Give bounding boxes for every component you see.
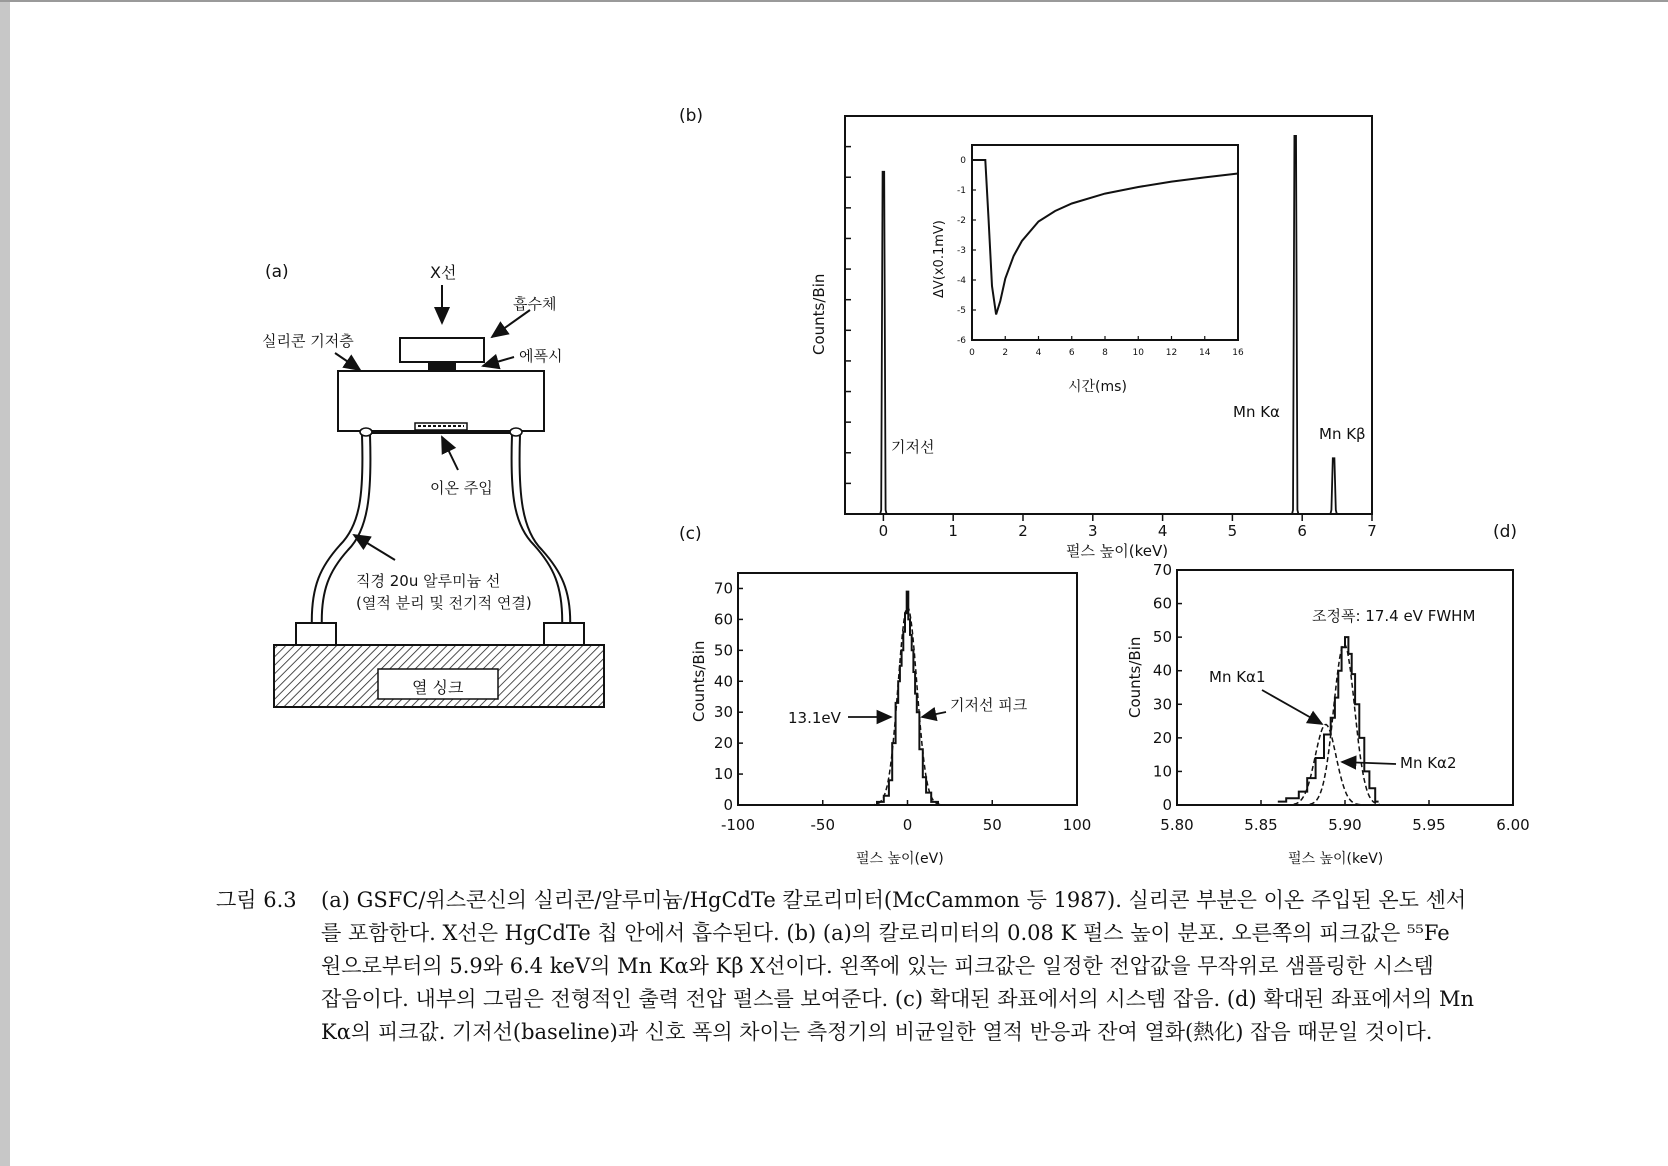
- inset-frame: [972, 145, 1238, 340]
- ka2-arrow: [1342, 762, 1396, 764]
- panel-c-y-tick-label: 10: [713, 765, 733, 784]
- panel-c-fit: [870, 607, 945, 805]
- fwhm-label: 13.1eV: [788, 709, 841, 727]
- panel-b-x-tick-label: 0: [878, 522, 889, 540]
- panel-d-chart: [1120, 560, 1530, 850]
- inset-y-tick-label: -1: [957, 186, 966, 196]
- absorber-block: [400, 338, 484, 362]
- xray-label: X선: [430, 263, 457, 282]
- panel-b-y-label: Counts/Bin: [810, 273, 828, 355]
- inset-x-tick-label: 14: [1199, 348, 1211, 358]
- panel-c-y-tick-label: 50: [713, 641, 733, 660]
- panel-d-y-tick-label: 70: [1152, 561, 1172, 579]
- absorber-arrow: [492, 310, 530, 337]
- panel-c-chart: [690, 560, 1110, 850]
- resolution-label: 조정폭: 17.4 eV FWHM: [1312, 607, 1476, 625]
- window-top-border: [0, 0, 1668, 2]
- panel-b-label: (b): [679, 106, 704, 126]
- panel-b-x-tick-label: 3: [1088, 522, 1098, 540]
- panel-d-x-tick-label: 5.90: [1328, 816, 1362, 834]
- panel-c-x-tick-label: -50: [810, 816, 835, 834]
- mn-ka-label: Mn Kα: [1233, 403, 1280, 421]
- wire-arrow: [354, 535, 395, 560]
- inset-y-tick-label: -4: [957, 276, 966, 286]
- panel-c-histogram: [874, 592, 942, 805]
- caption-line-4: 잡음이다. 내부의 그림은 전형적인 출력 전압 펄스를 보여준다. (c) 확대된 좌표에서의 시스템 잡음. (d) 확대된 좌표에서의 Mn: [321, 987, 1474, 1011]
- inset-y-tick-label: 0: [960, 156, 966, 166]
- baseline-peak-label: 기저선 피크: [950, 696, 1028, 714]
- inset-x-tick-label: 2: [1002, 348, 1009, 358]
- panel-d-x-tick-label: 5.95: [1412, 816, 1446, 834]
- panel-d-histogram: [1278, 637, 1379, 802]
- panel-b-chart: [790, 110, 1430, 570]
- panel-b-x-tick-label: 7: [1367, 522, 1377, 540]
- panel-b-x-tick-label: 5: [1227, 522, 1238, 540]
- panel-c-y-tick-label: 20: [713, 734, 733, 753]
- panel-d-x-tick-label: 5.85: [1244, 816, 1278, 834]
- panel-d-fit-ka1: [1278, 644, 1403, 805]
- wire-left: [312, 435, 363, 630]
- caption-line-2: 를 포함한다. X선은 HgCdTe 칩 안에서 흡수된다. (b) (a)의 칼로리미터의 0.08 K 펄스 높이 분포. 오른쪽의 피크값은 ⁵⁵Fe: [321, 921, 1450, 945]
- panel-c-ticks: [714, 579, 1091, 834]
- panel-d-y-tick-label: 60: [1152, 594, 1172, 613]
- caption-line-1: (a) GSFC/위스콘신의 실리콘/알루미늄/HgCdTe 칼로리미터(McCammon 등 1987). 실리콘 부분은 이온 주입된 온도 센서: [321, 888, 1467, 912]
- panel-a-label: (a): [265, 262, 289, 282]
- panel-b-x-tick-label: 6: [1297, 522, 1307, 540]
- inset-y-tick-label: -5: [957, 306, 966, 316]
- epoxy-label: 에폭시: [519, 347, 563, 365]
- panel-c-x-tick-label: 100: [1062, 816, 1092, 834]
- inset-x-tick-label: 10: [1132, 348, 1144, 358]
- inset-x-tick-label: 4: [1035, 348, 1042, 358]
- panel-c-y-tick-label: 0: [723, 796, 733, 814]
- panel-b-x-tick-label: 4: [1157, 522, 1168, 540]
- inset-y-tick-label: -6: [957, 336, 966, 346]
- inset-x-tick-label: 0: [969, 348, 975, 358]
- panel-d-x-tick-label: 6.00: [1496, 816, 1530, 834]
- heat-sink-label: 열 싱크: [412, 678, 464, 697]
- panel-b-x-tick-label: 2: [1018, 522, 1028, 540]
- panel-b-peak-1: [1292, 136, 1298, 514]
- caption-line-5: Kα의 피크값. 기저선(baseline)과 신호 폭의 차이는 측정기의 비균일한 열적 반응과 잔여 열화(熱化) 잡음 때문일 것이다.: [321, 1020, 1433, 1044]
- panel-c-label: (c): [679, 524, 702, 544]
- inset-x-tick-label: 8: [1102, 348, 1108, 358]
- window-left-border: [0, 0, 10, 1166]
- panel-d-y-tick-label: 20: [1152, 728, 1172, 747]
- panel-b-x-label: 펄스 높이(keV): [1066, 542, 1169, 560]
- panel-b-peak-2: [1330, 458, 1336, 514]
- panel-d-fit-ka2: [1278, 725, 1403, 806]
- inset-y-tick-label: -2: [957, 216, 966, 226]
- caption-line-3: 원으로부터의 5.9와 6.4 keV의 Mn Kα와 Kβ X선이다. 왼쪽에 있는 피크값은 일정한 전압값을 무작위로 샘플링한 시스템: [321, 954, 1434, 978]
- panel-b-x-tick-label: 1: [948, 522, 958, 540]
- silicon-substrate: [338, 371, 544, 431]
- panel-d-x-label: 펄스 높이(keV): [1288, 851, 1384, 867]
- baseline-label: 기저선: [891, 438, 935, 456]
- panel-d-y-tick-label: 50: [1152, 628, 1172, 647]
- panel-c-y-tick-label: 40: [713, 672, 733, 691]
- ka1-label: Mn Kα1: [1209, 668, 1266, 686]
- absorber-label: 흡수체: [513, 295, 557, 313]
- inset-x-tick-label: 6: [1068, 348, 1075, 358]
- panel-c-y-tick-label: 70: [713, 579, 733, 598]
- panel-d-y-label: Counts/Bin: [1126, 636, 1144, 718]
- epoxy-joint: [428, 362, 456, 371]
- wire-label-line1: 직경 20u 알루미늄 선: [356, 572, 501, 590]
- substrate-label: 실리콘 기저층: [262, 332, 354, 350]
- panel-d-y-tick-label: 30: [1152, 695, 1172, 714]
- panel-d-label: (d): [1493, 522, 1518, 542]
- panel-c-x-tick-label: 0: [902, 816, 913, 834]
- panel-d-y-tick-label: 0: [1162, 796, 1172, 814]
- panel-c-y-label: Counts/Bin: [690, 640, 708, 722]
- ion-arrow: [442, 437, 458, 470]
- panel-c-x-label: 펄스 높이(eV): [856, 851, 944, 867]
- panel-b-peak-0: [880, 172, 886, 514]
- inset-y-tick-label: -3: [957, 246, 966, 256]
- panel-c-x-tick-label: 50: [982, 816, 1002, 834]
- panel-c-y-tick-label: 30: [713, 703, 733, 722]
- caption-fig-label: 그림 6.3: [216, 888, 297, 912]
- post-right: [544, 623, 584, 645]
- ion-implant-label: 이온 주입: [430, 479, 493, 497]
- panel-d-y-tick-label: 10: [1152, 762, 1172, 781]
- wire-label-line2: (열적 분리 및 전기적 연결): [356, 594, 532, 612]
- inset-y-label: ΔV(x0.1mV): [932, 220, 947, 298]
- panel-d-y-tick-label: 40: [1152, 661, 1172, 680]
- epoxy-arrow: [483, 357, 514, 366]
- panel-c-x-tick-label: -100: [720, 816, 756, 834]
- panel-c-y-tick-label: 60: [713, 610, 733, 629]
- ka1-arrow: [1262, 690, 1322, 724]
- post-left: [296, 623, 336, 645]
- inset-x-label: 시간(ms): [1068, 379, 1127, 395]
- inset-x-tick-label: 12: [1165, 348, 1178, 358]
- fwhm-right-arrow: [922, 712, 946, 717]
- substrate-arrow: [335, 353, 360, 370]
- panel-d-ticks: [1153, 561, 1530, 834]
- inset-x-tick-label: 16: [1232, 348, 1244, 358]
- panel-d-x-tick-label: 5.80: [1160, 816, 1194, 834]
- panel-b-x-ticks: [879, 514, 1377, 540]
- mn-kb-label: Mn Kβ: [1319, 425, 1366, 443]
- ka2-label: Mn Kα2: [1400, 754, 1457, 772]
